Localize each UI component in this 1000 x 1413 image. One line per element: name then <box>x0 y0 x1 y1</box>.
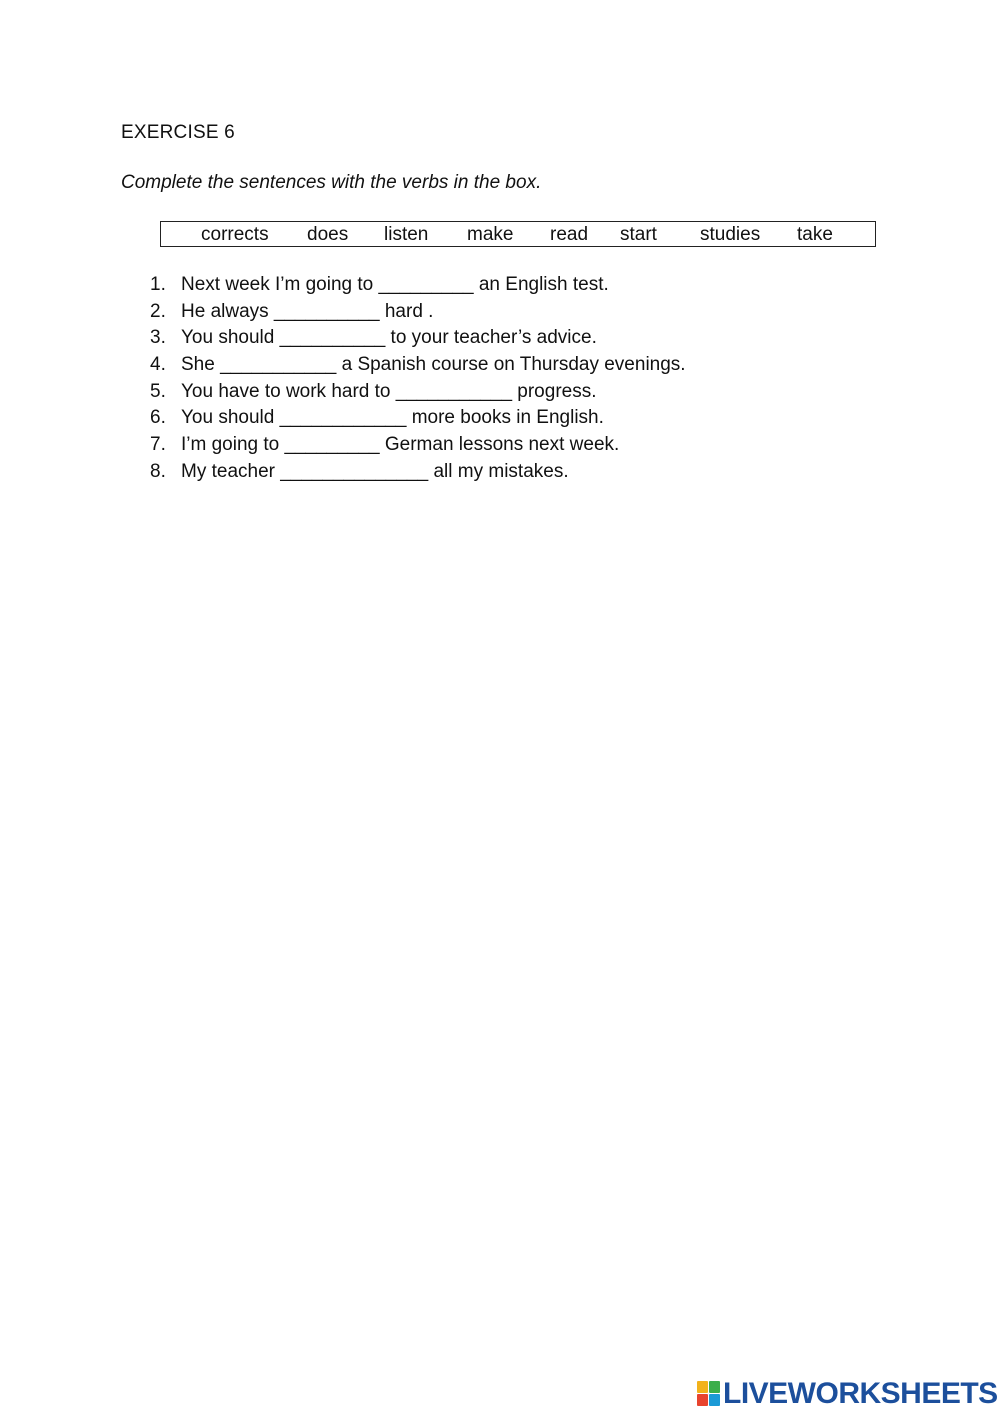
word-box-item: start <box>620 224 657 245</box>
sentence-text: He always __________ hard . <box>181 300 434 322</box>
sentence-number: 8. <box>150 460 166 482</box>
word-box-item: listen <box>384 224 429 245</box>
word-box-item: take <box>797 224 833 245</box>
sentence-item <box>150 405 686 432</box>
word-box-item: studies <box>700 224 761 245</box>
sentence-text: You should ____________ more books in English. <box>181 407 604 429</box>
sentence-item <box>150 352 686 379</box>
exercise-title: EXERCISE 6 <box>121 122 235 143</box>
sentence-list <box>150 272 686 486</box>
sentence-item <box>150 379 686 406</box>
sentence-text: You have to work hard to ___________ progress. <box>181 380 597 402</box>
sentence-item <box>150 299 686 326</box>
liveworksheets-logo[interactable] <box>697 1378 998 1410</box>
word-box-item: corrects <box>201 224 269 245</box>
liveworksheets-logo-icon <box>697 1381 721 1407</box>
instruction-text: Complete the sentences with the verbs in the box. <box>121 172 542 193</box>
sentence-number: 4. <box>150 354 166 376</box>
sentence-item <box>150 272 686 299</box>
sentence-number: 5. <box>150 380 166 402</box>
sentence-text: Next week I’m going to _________ an English test. <box>181 274 609 295</box>
sentence-item <box>150 325 686 352</box>
sentence-number: 6. <box>150 407 166 429</box>
sentence-text: She ___________ a Spanish course on Thursday evenings. <box>181 354 686 376</box>
sentence-item <box>150 459 686 486</box>
word-box-item: read <box>550 224 589 245</box>
sentence-item <box>150 432 686 459</box>
sentence-number: 1. <box>150 274 166 295</box>
word-box-item: does <box>307 224 349 245</box>
sentence-text: You should __________ to your teacher’s advice. <box>181 327 597 349</box>
brand-text: LIVEWORKSHEETS <box>723 1377 998 1410</box>
sentence-number: 7. <box>150 434 166 456</box>
sentence-text: I’m going to _________ German lessons next week. <box>181 434 620 456</box>
sentence-number: 2. <box>150 300 166 322</box>
sentence-number: 3. <box>150 327 166 349</box>
word-box <box>160 221 876 247</box>
sentence-text: My teacher ______________ all my mistakes. <box>181 460 569 482</box>
word-box-item: make <box>467 224 514 245</box>
